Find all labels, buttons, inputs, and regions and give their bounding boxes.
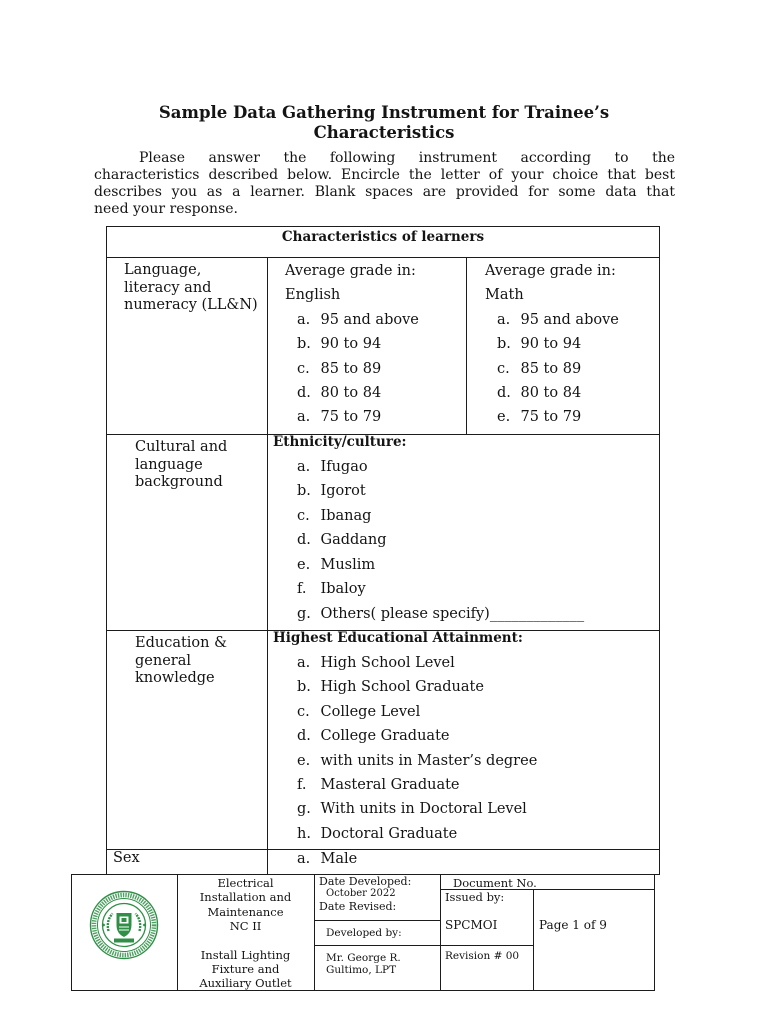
footer-column-divider [533, 889, 534, 991]
instructions-line: Please answer the following instrument according to the [139, 149, 675, 166]
title-line: Characteristics [313, 123, 455, 142]
option-item [297, 797, 527, 821]
instructions-line: describes you as a learner. Blank spaces are provided for some data that [94, 184, 675, 201]
option-item [297, 405, 477, 429]
option-item [297, 528, 477, 553]
culture-label [135, 439, 227, 492]
education-label [135, 635, 227, 688]
option-text: 80 to 84 [520, 384, 582, 401]
footer-row-divider [314, 945, 534, 946]
footer-column-divider [440, 874, 441, 991]
option-letter: d. [497, 384, 511, 401]
option-text: High School Level [320, 654, 455, 671]
date-developed-label: Date Developed: [319, 874, 412, 888]
qualification-title [177, 876, 314, 934]
issued-by-value: SPCMOI [445, 918, 498, 932]
label-line: literacy and [124, 279, 212, 296]
document-no-label: Document No. [453, 876, 537, 890]
option-text: 95 and above [320, 311, 419, 328]
option-text: With units in Doctoral Level [320, 801, 527, 818]
qualification-line: NC II [229, 919, 262, 934]
option-item [297, 357, 477, 381]
option-item [297, 504, 477, 529]
footer-border [71, 990, 655, 991]
english-subject: English [285, 287, 341, 303]
option-text: 95 and above [520, 311, 619, 328]
option-text: 85 to 89 [520, 360, 582, 377]
sex-label: Sex [113, 850, 140, 867]
option-letter: c. [297, 507, 310, 524]
table-column-divider [267, 257, 268, 875]
option-letter: c. [297, 360, 310, 377]
math-heading: Average grade in: [485, 263, 616, 279]
option-text: 90 to 94 [320, 336, 382, 353]
option-text: Masteral Graduate [320, 776, 460, 793]
option-text: High School Graduate [320, 679, 484, 696]
label-line: general [135, 652, 191, 669]
option-letter: a. [297, 409, 311, 426]
module-line: Auxiliary Outlet [199, 976, 292, 990]
option-text: Doctoral Graduate [320, 825, 458, 842]
option-letter: b. [297, 679, 311, 696]
revision-number: Revision # 00 [445, 950, 520, 962]
option-text: College Graduate [320, 728, 450, 745]
option-text: Male [320, 850, 358, 867]
option-item [297, 700, 477, 724]
option-text: Igorot [320, 483, 366, 500]
ethnicity-heading: Ethnicity/culture: [273, 434, 407, 450]
option-text: 80 to 84 [320, 384, 382, 401]
instructions-line: characteristics described below. Encircle the letter of your choice that best [94, 166, 675, 183]
option-text: Ibaloy [320, 581, 366, 598]
option-letter: a. [297, 311, 311, 328]
education-options [297, 651, 538, 847]
option-letter: d. [297, 384, 311, 401]
school-seal-icon [89, 890, 159, 960]
table-header: Characteristics of learners [281, 229, 485, 245]
qualification-line: Electrical [217, 876, 274, 890]
option-letter: b. [297, 483, 311, 500]
option-item [497, 357, 677, 381]
footer-column-divider [314, 874, 315, 991]
option-item [297, 724, 477, 748]
developed-by-label: Developed by: [326, 927, 402, 939]
option-item [297, 332, 477, 356]
option-text: Gaddang [320, 532, 387, 549]
option-text: 75 to 79 [520, 409, 582, 426]
option-item [297, 675, 484, 699]
language-label [124, 262, 258, 315]
label-line: Language, [124, 262, 202, 279]
option-item [297, 381, 477, 405]
option-text: College Level [320, 703, 421, 720]
math-subject: Math [485, 287, 524, 303]
math-grade-options [497, 308, 677, 430]
option-item [297, 577, 477, 602]
option-item [497, 381, 677, 405]
option-letter: e. [497, 409, 511, 426]
option-text: 75 to 79 [320, 409, 382, 426]
option-letter: f. [297, 776, 307, 793]
option-item [497, 308, 677, 332]
option-text: 90 to 94 [520, 336, 582, 353]
option-item [297, 749, 538, 773]
option-letter: b. [497, 336, 511, 353]
option-text: Others( please specify)_____________ [320, 605, 585, 622]
footer-border [654, 874, 655, 991]
module-title [177, 948, 314, 990]
label-line: Education & [135, 635, 228, 652]
option-letter: d. [297, 532, 311, 549]
option-letter: f. [297, 581, 307, 598]
label-line: language [135, 456, 203, 473]
title-line: Sample Data Gathering Instrument for Trainee’s [158, 103, 610, 122]
label-line: Cultural and [135, 439, 228, 456]
option-letter: c. [497, 360, 510, 377]
ethnicity-options [297, 455, 585, 627]
label-line: numeracy (LL&N) [124, 297, 258, 314]
label-line: background [135, 474, 223, 491]
table-border [106, 226, 660, 227]
date-revised-label: Date Revised: [319, 899, 397, 913]
option-letter: e. [297, 556, 311, 573]
option-text: 85 to 89 [320, 360, 382, 377]
instructions-paragraph [94, 150, 675, 219]
option-item [497, 332, 677, 356]
option-item [297, 602, 585, 627]
module-line: Install Lighting [200, 948, 291, 962]
document-title [0, 103, 768, 143]
option-letter: a. [297, 654, 311, 671]
option-letter: g. [297, 605, 311, 622]
option-text: Ibanag [320, 507, 372, 524]
option-item [297, 553, 477, 578]
english-heading: Average grade in: [285, 263, 416, 279]
option-item [297, 308, 477, 332]
module-line: Fixture and [211, 962, 280, 976]
option-item [297, 847, 477, 872]
option-item [497, 405, 677, 429]
qualification-line: Maintenance [207, 904, 284, 919]
developer-name [326, 952, 401, 976]
option-item [297, 651, 477, 675]
developer-line: Mr. George R. [326, 952, 401, 964]
developer-line: Gultimo, LPT [326, 964, 397, 976]
option-letter: a. [497, 311, 511, 328]
table-row-divider [106, 257, 660, 258]
option-text: with units in Master’s degree [320, 752, 538, 769]
option-item [297, 455, 477, 480]
option-letter: d. [297, 728, 311, 745]
label-line: knowledge [135, 670, 215, 687]
page-number: Page 1 of 9 [539, 918, 607, 932]
sex-options [297, 847, 477, 872]
footer-border [71, 874, 72, 991]
option-letter: g. [297, 801, 311, 818]
date-developed-value: October 2022 [326, 888, 396, 899]
option-item [297, 479, 477, 504]
education-heading: Highest Educational Attainment: [273, 630, 523, 646]
option-letter: e. [297, 752, 311, 769]
qualification-line: Installation and [199, 890, 292, 905]
option-letter: h. [297, 825, 311, 842]
option-text: Muslim [320, 556, 376, 573]
issued-by-label: Issued by: [445, 890, 505, 904]
option-letter: b. [297, 336, 311, 353]
english-grade-options [297, 308, 477, 430]
option-text: Ifugao [320, 458, 368, 475]
option-letter: a. [297, 458, 311, 475]
option-letter: a. [297, 850, 311, 867]
table-border [106, 226, 107, 875]
option-letter: c. [297, 703, 310, 720]
instructions-line: need your response. [94, 201, 238, 218]
option-item [297, 822, 477, 846]
option-item [297, 773, 477, 797]
footer-row-divider [314, 920, 441, 921]
